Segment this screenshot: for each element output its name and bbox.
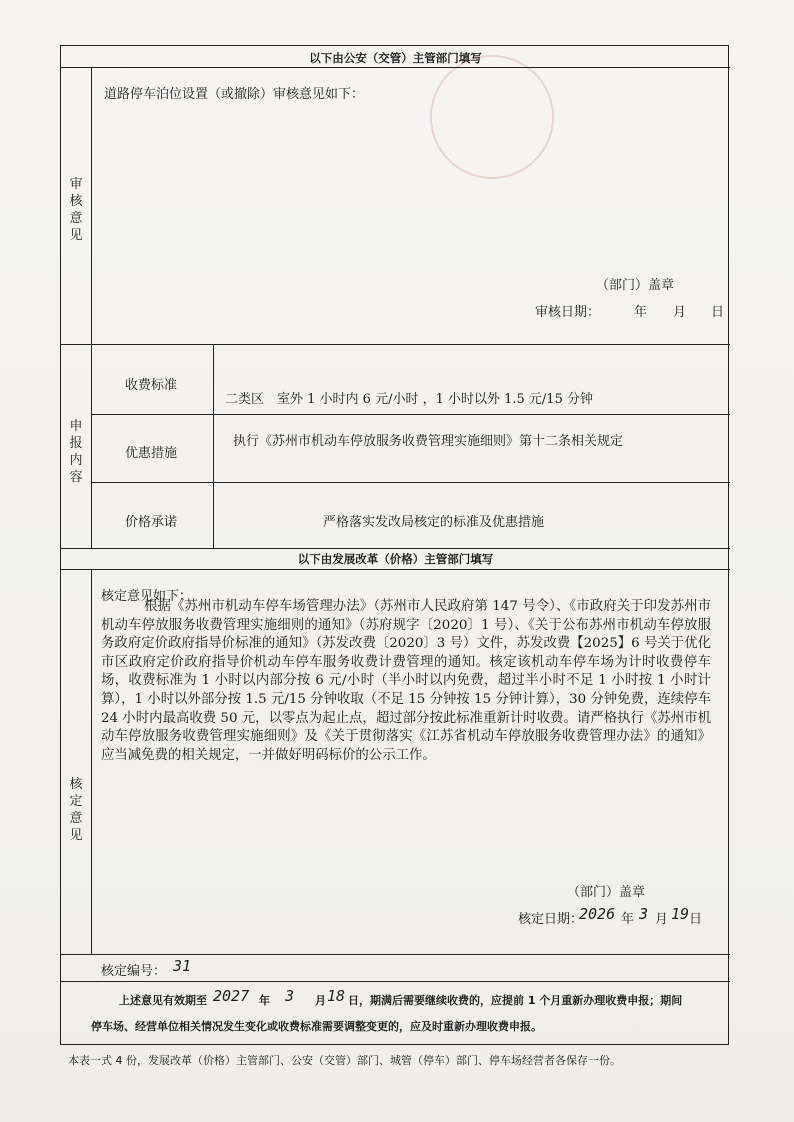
review-opinion-label: 审核意见	[69, 177, 83, 243]
copies-note: 本表一式 4 份，发展改革（价格）主管部门、公安（交管）部门、城管（停车）部门、停车场经营者各保存一份。	[68, 1054, 621, 1067]
validity-day: 18	[327, 987, 346, 1005]
approval-opinion-label: 核定意见	[69, 777, 83, 843]
approval-date-year: 2026	[579, 905, 616, 923]
approval-date-month-unit: 月	[655, 912, 669, 927]
approval-form	[60, 45, 729, 1045]
approval-number-label: 核定编号：	[101, 964, 167, 979]
price-commitment-label: 价格承诺	[125, 515, 178, 530]
approval-opinion-heading: 核定意见如下：	[101, 589, 193, 604]
validity-suffix: 日，期满后需要继续收费的，应提前 1 个月重新办理收费申报；期间	[348, 994, 683, 1007]
police-section-title: 以下由公安（交管）主管部门填写	[309, 51, 482, 65]
validity-line2: 停车场、经营单位相关情况发生变化或收费标准需要调整变更的，应及时重新办理收费申报。	[91, 1020, 542, 1033]
review-opinion-heading: 道路停车泊位设置（或撤除）审核意见如下：	[104, 87, 365, 102]
validity-year: 2027	[213, 987, 250, 1005]
validity-month-unit: 月	[315, 994, 326, 1007]
price-dept-seal-label: （部门）盖章	[567, 885, 646, 900]
price-commitment-value: 严格落实发改局核定的标准及优惠措施	[323, 515, 545, 530]
dept-seal-label: （部门）盖章	[596, 278, 675, 293]
application-content-label: 申报内容	[69, 419, 83, 485]
discount-measures-label: 优惠措施	[125, 446, 178, 461]
fee-standard-value: 二类区 室外 1 小时内 6 元/小时 ，1 小时以外 1.5 元/15 分钟	[225, 392, 593, 407]
validity-prefix: 上述意见有效期至	[119, 994, 207, 1007]
review-date-label: 审核日期：	[535, 305, 601, 320]
approval-opinion-text: 根据《苏州市机动车停车场管理办法》（苏州市人民政府第 147 号令）、《市政府关于印发苏州市机动车停放服务收费管理实施细则的通知》（苏府规字〔2020〕1 号）、《关于公布苏州市机动车停放服务政府定价政府指导价标准的通知》（苏发改费〔2020〕3 号）文件，苏发改费【2025】6 号关于优化市区政府定价政府指导价机动车停车服务收费计费管理的通知。核定该机动车停车场为计时收费停车场，收费标准为 1 小时以内部分按 6 元/小时（半小时以内免费，超过半小时不足 1 小时按 1 小时计算），1 小时以外部分按 1.5 元/15 分钟收取（不足 15 分钟按 15 分钟计算），30 分钟免费，连续停车 24 小时内最高收费 50 元，以零点为起止点，超过部分按此标准重新计时收费。请严格执行《苏州市机动车停放服务收费管理实施细则》及《关于贯彻落实《江苏省机动车停放服务收费管理办法》的通知》应当减免费的相关规定，一并做好明码标价的公示工作。	[101, 599, 711, 763]
approval-date-month: 3	[639, 905, 649, 923]
discount-measures-value: 执行《苏州市机动车停放服务收费管理实施细则》第十二条相关规定	[233, 434, 624, 449]
approval-number-value: 31	[173, 957, 192, 975]
fee-standard-label: 收费标准	[125, 378, 178, 393]
approval-date-year-unit: 年	[621, 912, 635, 927]
price-section-title: 以下由发展改革（价格）主管部门填写	[297, 552, 494, 566]
review-date-year: 年	[634, 305, 648, 320]
approval-date-label: 核定日期：	[518, 912, 584, 927]
approval-date-day-unit: 日	[689, 912, 703, 927]
review-date-day: 日	[711, 305, 725, 320]
review-date-month: 月	[673, 305, 687, 320]
validity-month: 3	[285, 987, 295, 1005]
validity-year-unit: 年	[259, 994, 270, 1007]
approval-date-day: 19	[671, 905, 690, 923]
